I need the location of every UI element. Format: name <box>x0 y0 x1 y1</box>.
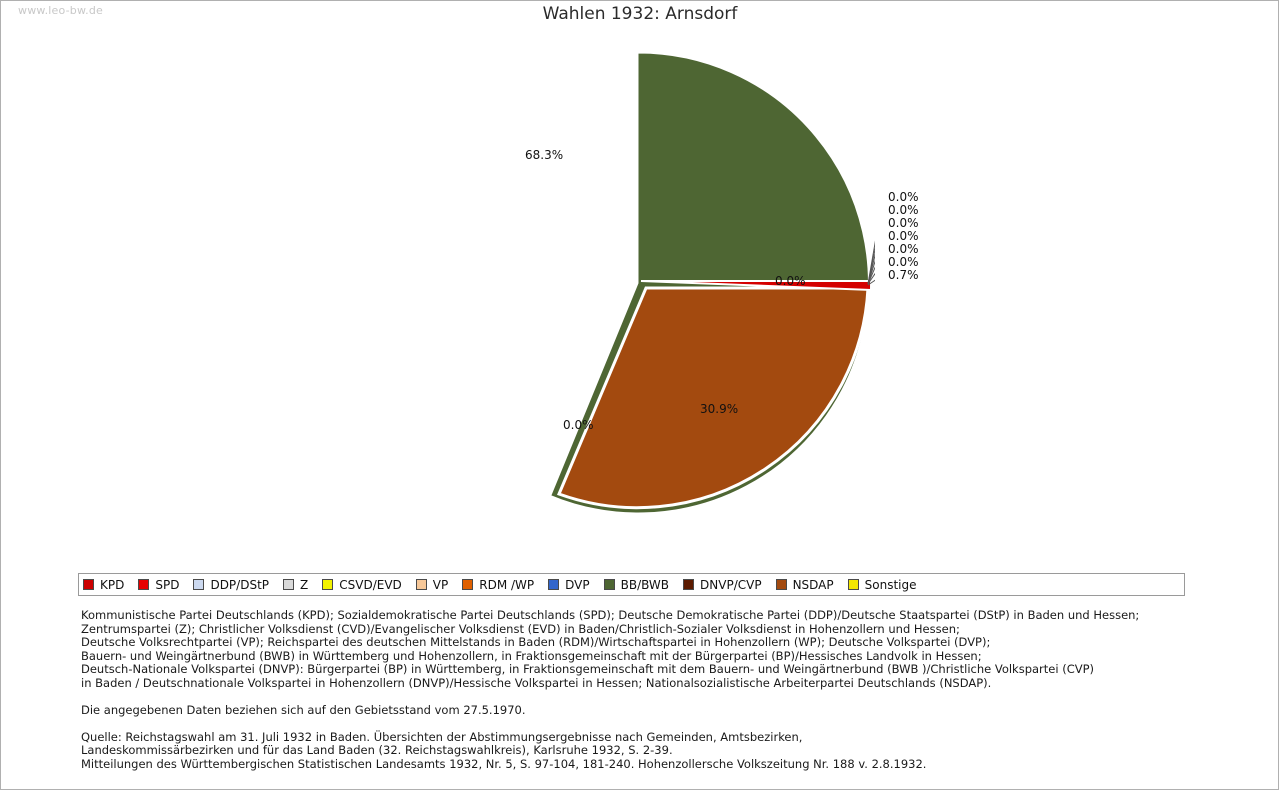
slice-label-sonstige: 0.0% <box>563 418 594 432</box>
footnote-line-5: Deutsch-Nationale Volkspartei (DNVP): Bürgerpartei (BP) in Württemberg, in Fraktionsgemeinschaft mit dem Bauern- und Weingärtnerbund (BWB )/Christliche Volkspartei (CVP) <box>81 662 1095 676</box>
legend-swatch-csvd-evd <box>322 579 333 590</box>
legend-label-sonstige: Sonstige <box>864 577 917 592</box>
legend-swatch-sonstige <box>848 579 859 590</box>
legend-item-rdm-wp <box>458 574 544 595</box>
legend-item-spd <box>134 574 189 595</box>
legend-label-dnvp-cvp: DNVP/CVP <box>700 577 762 592</box>
legend-label-z: Z <box>300 577 309 592</box>
footnotes <box>81 609 1211 771</box>
footnote-line-6: in Baden / Deutschnationale Volkspartei in Hohenzollern (DNVP)/Hessische Volkspartei in Hessen; Nationalsozialistische Arbeiterpartei Deutschlands (NSDAP). <box>81 675 992 690</box>
source-line-1: Quelle: Reichstagswahl am 31. Juli 1932 in Baden. Übersichten der Abstimmungsergebnisse nach Gemeinden, Amtsbezirken, <box>81 729 803 744</box>
chart-title: Wahlen 1932: Arnsdorf <box>542 4 738 24</box>
footnote-spacer-2 <box>81 717 1211 731</box>
legend-item-sonstige <box>844 574 927 595</box>
legend-swatch-bbbwb <box>604 579 615 590</box>
pie-chart <box>405 52 875 514</box>
legend-item-bbbwb <box>600 574 679 595</box>
legend-swatch-spd <box>138 579 149 590</box>
legend-swatch-ddp-dstp <box>193 579 204 590</box>
pie-slice-nsdap <box>559 288 868 508</box>
leader-label-4: 0.0% <box>888 242 919 256</box>
leader-label-2: 0.0% <box>888 216 919 230</box>
legend-label-kpd: KPD <box>100 577 125 592</box>
legend-label-dvp: DVP <box>565 577 590 592</box>
legend-item-vp <box>412 574 458 595</box>
leader-label-0: 0.0% <box>888 190 919 204</box>
legend-item-ddp-dstp <box>189 574 279 595</box>
watermark: www.leo-bw.de <box>18 4 104 17</box>
legend-item-z <box>279 574 318 595</box>
legend-item-kpd <box>79 574 134 595</box>
legend-swatch-nsdap <box>776 579 787 590</box>
legend-swatch-dvp <box>548 579 559 590</box>
leader-label-group <box>880 186 1000 286</box>
legend-label-rdm-wp: RDM /WP <box>479 577 535 592</box>
legend-label-nsdap: NSDAP <box>792 577 834 592</box>
footnote-line-3: Deutsche Volksrechtpartei (VP); Reichspartei des deutschen Mittelstands in Baden (RDM)/Wirtschaftspartei in Hohenzollern (WP); Deutsche Volkspartei (DVP); <box>81 635 991 649</box>
legend-item-csvd-evd <box>318 574 412 595</box>
leader-label-5: 0.0% <box>888 255 919 269</box>
legend-swatch-vp <box>416 579 427 590</box>
leader-label-6: 0.7% <box>888 268 919 282</box>
legend-label-bbbwb: BB/BWB <box>620 577 670 592</box>
legend-swatch-rdm-wp <box>462 579 473 590</box>
footnote-line-1: Kommunistische Partei Deutschlands (KPD); Sozialdemokratische Partei Deutschlands (SPD); Deutsche Demokratische Partei (DDP)/Deutsche Staatspartei (DStP) in Baden und Hessen; <box>81 608 1140 622</box>
leader-label-1: 0.0% <box>888 203 919 217</box>
footnote-spacer-1 <box>81 690 1211 704</box>
slice-label-kpd: 0.0% <box>775 274 806 288</box>
legend-swatch-dnvp-cvp <box>683 579 694 590</box>
legend-swatch-kpd <box>83 579 94 590</box>
footnote-line-4: Bauern- und Weingärtnerbund (BWB) in Württemberg und Hohenzollern, in Fraktionsgemeinschaft mit der Bürgerpartei (BP)/Hessisches Landvolk in Hessen; <box>81 648 982 663</box>
footnote-territorial-note: Die angegebenen Daten beziehen sich auf den Gebietsstand vom 27.5.1970. <box>81 702 526 717</box>
chart-legend <box>78 573 1185 596</box>
slice-label-nsdap: 30.9% <box>700 402 739 416</box>
legend-label-spd: SPD <box>155 577 180 592</box>
source-line-2: Landeskommissärbezirken und für das Land Baden (32. Reichstagswahlkreis), Karlsruhe 1932, S. 2-39. <box>81 743 673 757</box>
legend-item-dnvp-cvp <box>679 574 772 595</box>
source-line-3: Mitteilungen des Württembergischen Statistischen Landesamts 1932, Nr. 5, S. 97-104, 181-240. Hohenzollersche Volkszeitung Nr. 188 v. 2.8.1932. <box>81 756 927 771</box>
legend-swatch-z <box>283 579 294 590</box>
slice-label-bbbwb: 68.3% <box>525 148 564 162</box>
footnote-line-2: Zentrumspartei (Z); Christlicher Volksdienst (CVD)/Evangelischer Volksdienst (EVD) in Baden/Christlich-Sozialer Volksdienst in Hohenzollern und Hessen; <box>81 621 960 636</box>
legend-item-nsdap <box>772 574 844 595</box>
legend-label-ddp-dstp: DDP/DStP <box>210 577 270 592</box>
legend-label-csvd-evd: CSVD/EVD <box>339 577 402 592</box>
legend-label-vp: VP <box>432 577 449 592</box>
leader-label-3: 0.0% <box>888 229 919 243</box>
legend-item-dvp <box>544 574 599 595</box>
